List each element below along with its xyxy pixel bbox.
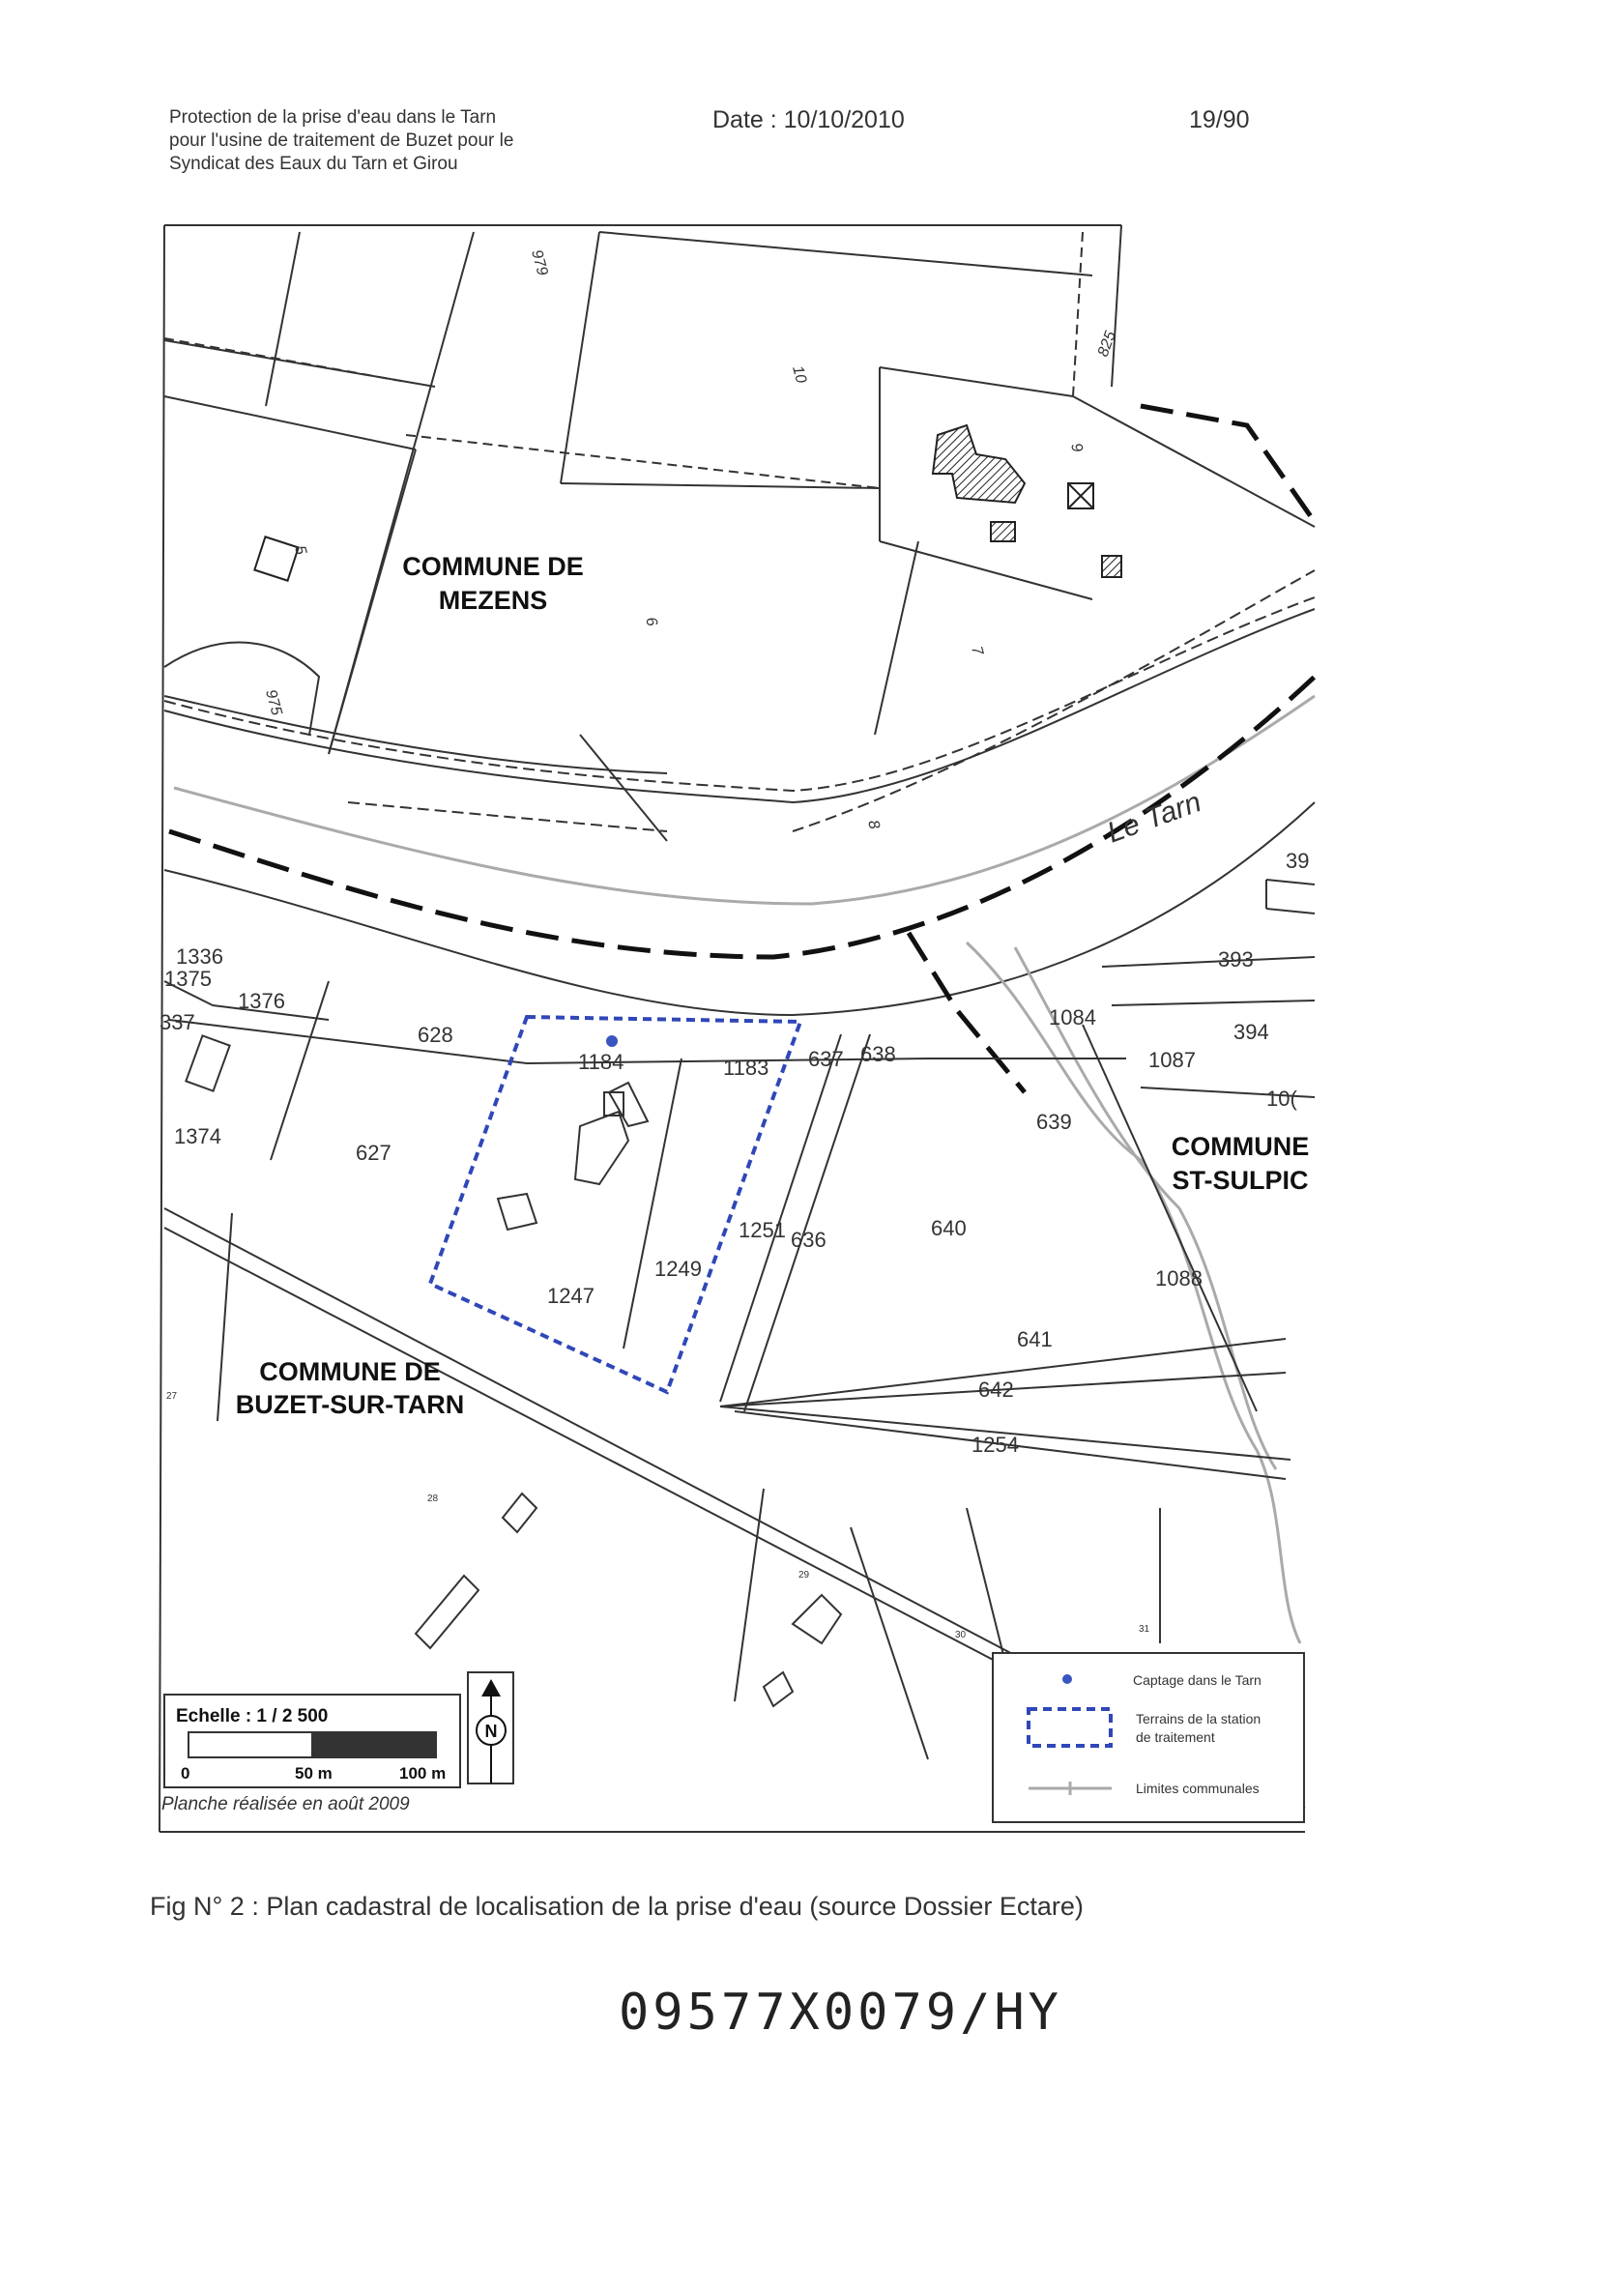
captage-point xyxy=(606,1035,618,1047)
parcel-337: 337 xyxy=(160,1010,195,1034)
parcel-10: 10 xyxy=(789,363,810,386)
document-reference: 09577X0079/HY xyxy=(619,1984,1062,2042)
river-label: Le Tarn xyxy=(1103,786,1205,850)
parcel-639: 639 xyxy=(1036,1110,1072,1134)
legend-station-label-2: de traitement xyxy=(1136,1729,1215,1745)
parcel-1184: 1184 xyxy=(578,1050,624,1074)
north-letter: N xyxy=(484,1722,498,1741)
parcel-394: 394 xyxy=(1233,1020,1269,1044)
parcel-28: 28 xyxy=(427,1494,439,1504)
parcel-27: 27 xyxy=(166,1391,178,1402)
header-title-line-1: Protection de la prise d'eau dans le Tarn xyxy=(169,107,497,128)
legend-captage-dot xyxy=(1062,1674,1072,1684)
scale-bar-empty xyxy=(188,1732,312,1757)
parcel-979: 979 xyxy=(528,247,551,277)
legend-limites-label: Limites communales xyxy=(1136,1781,1260,1796)
map-frame xyxy=(160,225,1305,1832)
parcel-1374: 1374 xyxy=(174,1124,221,1148)
north-parcel-lines xyxy=(164,225,1315,841)
communal-limit-black xyxy=(169,406,1315,1092)
header-title-line-3: Syndicat des Eaux du Tarn et Girou xyxy=(169,154,458,174)
parcel-1375: 1375 xyxy=(164,967,212,991)
parcel-637: 637 xyxy=(808,1047,844,1071)
parcel-6: 6 xyxy=(642,615,660,628)
commune-stsulpice-line-1: COMMUNE xyxy=(1171,1132,1310,1161)
parcel-10x: 10( xyxy=(1266,1087,1297,1111)
parcel-638: 638 xyxy=(860,1042,896,1066)
parcel-1336: 1336 xyxy=(176,944,223,969)
scale-tick-100: 100 m xyxy=(399,1764,447,1783)
scale-made-date: Planche réalisée en août 2009 xyxy=(161,1794,410,1814)
commune-buzet-line-1: COMMUNE DE xyxy=(259,1357,441,1386)
header-title-line-2: pour l'usine de traitement de Buzet pour le xyxy=(169,130,514,151)
parcel-8: 8 xyxy=(864,818,883,831)
scale-bar-filled xyxy=(312,1732,436,1757)
commune-labels xyxy=(236,552,1309,1419)
scale-title: Echelle : 1 / 2 500 xyxy=(176,1706,329,1726)
parcel-627: 627 xyxy=(356,1141,392,1165)
parcel-1251: 1251 xyxy=(739,1218,786,1242)
map-legend xyxy=(993,1653,1304,1822)
parcel-1183: 1183 xyxy=(723,1056,769,1080)
parcel-1088: 1088 xyxy=(1155,1266,1203,1290)
parcel-825: 825 xyxy=(1094,329,1119,360)
commune-mezens-line-1: COMMUNE DE xyxy=(402,552,584,581)
parcel-1247: 1247 xyxy=(547,1284,594,1308)
legend-captage-label: Captage dans le Tarn xyxy=(1133,1672,1262,1688)
parcel-1254: 1254 xyxy=(972,1433,1019,1457)
parcel-9: 9 xyxy=(1067,441,1086,454)
parcel-39: 39 xyxy=(1286,849,1310,873)
parcel-7: 7 xyxy=(968,644,986,657)
header-date: Date : 10/10/2010 xyxy=(712,106,905,133)
header-page-number: 19/90 xyxy=(1189,106,1250,133)
river-dashed-bank xyxy=(164,570,1315,831)
scale-tick-0: 0 xyxy=(181,1764,190,1783)
parcel-975: 975 xyxy=(262,687,285,717)
commune-stsulpice-line-2: ST-SULPIC xyxy=(1172,1166,1309,1195)
parcel-628: 628 xyxy=(418,1023,453,1047)
parcel-636: 636 xyxy=(791,1228,826,1252)
legend-station-label-1: Terrains de la station xyxy=(1136,1711,1262,1726)
parcel-1376: 1376 xyxy=(238,989,285,1013)
parcel-5: 5 xyxy=(291,543,309,557)
scale-tick-50: 50 m xyxy=(295,1764,333,1783)
parcel-29: 29 xyxy=(798,1570,810,1580)
parcel-31: 31 xyxy=(1139,1624,1150,1635)
parcel-30: 30 xyxy=(955,1630,967,1640)
parcel-642: 642 xyxy=(978,1378,1014,1402)
parcel-1087: 1087 xyxy=(1148,1048,1196,1072)
figure-caption: Fig N° 2 : Plan cadastral de localisation de la prise d'eau (source Dossier Ectare) xyxy=(150,1892,1084,1921)
commune-buzet-line-2: BUZET-SUR-TARN xyxy=(235,1390,465,1419)
parcel-1084: 1084 xyxy=(1049,1005,1096,1030)
parcel-393: 393 xyxy=(1218,947,1254,972)
parcel-1249: 1249 xyxy=(654,1257,702,1281)
parcel-641: 641 xyxy=(1017,1327,1053,1351)
parcel-numbers-small xyxy=(166,1391,1150,1640)
commune-mezens-line-2: MEZENS xyxy=(438,586,548,615)
scale-box xyxy=(161,1695,460,1814)
north-arrow xyxy=(468,1672,513,1784)
parcel-640: 640 xyxy=(931,1216,967,1240)
